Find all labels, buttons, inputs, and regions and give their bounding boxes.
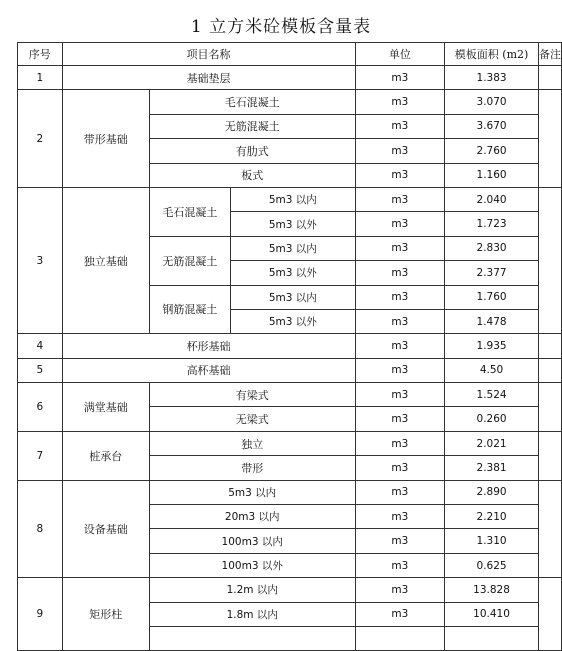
- item-name: 板式: [149, 163, 355, 187]
- row-no: 3: [18, 187, 63, 333]
- row-no: 5: [18, 358, 63, 382]
- item-name: 有梁式: [149, 383, 355, 407]
- category-name: 设备基础: [62, 480, 149, 578]
- header-note: 备注: [539, 43, 562, 66]
- unit-cell: m3: [355, 66, 445, 90]
- table-row: [18, 90, 562, 114]
- area-cell: 2.760: [445, 139, 539, 163]
- subgroup-name: 钢筋混凝土: [149, 285, 230, 334]
- area-cell: 2.830: [445, 236, 539, 260]
- item-name: [149, 626, 355, 650]
- unit-cell: m3: [355, 505, 445, 529]
- header-area: 模板面积 (m2): [445, 43, 539, 66]
- unit-cell: m3: [355, 114, 445, 138]
- item-name: 100m3 以内: [149, 529, 355, 553]
- unit-cell: m3: [355, 602, 445, 626]
- table-row: [18, 334, 562, 358]
- item-name: 杯形基础: [62, 334, 355, 358]
- category-name: 矩形柱: [62, 578, 149, 651]
- table-row: [18, 66, 562, 90]
- item-name: 5m3 以内: [231, 285, 356, 309]
- row-no: 1: [18, 66, 63, 90]
- area-cell: 1.723: [445, 212, 539, 236]
- unit-cell: m3: [355, 285, 445, 309]
- unit-cell: m3: [355, 553, 445, 577]
- unit-cell: m3: [355, 261, 445, 285]
- unit-cell: m3: [355, 358, 445, 382]
- item-name: 基础垫层: [62, 66, 355, 90]
- unit-cell: m3: [355, 431, 445, 455]
- item-name: 高杯基础: [62, 358, 355, 382]
- header-unit: 单位: [355, 43, 445, 66]
- unit-cell: m3: [355, 407, 445, 431]
- category-name: 桩承台: [62, 431, 149, 480]
- unit-cell: m3: [355, 578, 445, 602]
- area-cell: 0.625: [445, 553, 539, 577]
- item-name: 1.8m 以内: [149, 602, 355, 626]
- category-name: 满堂基础: [62, 383, 149, 432]
- item-name: 100m3 以外: [149, 553, 355, 577]
- area-cell: 3.670: [445, 114, 539, 138]
- area-cell: 1.383: [445, 66, 539, 90]
- unit-cell: m3: [355, 90, 445, 114]
- note-cell: [539, 358, 562, 382]
- note-cell: [539, 480, 562, 578]
- item-name: 20m3 以内: [149, 505, 355, 529]
- table-row: [18, 358, 562, 382]
- item-name: 无筋混凝土: [149, 114, 355, 138]
- note-cell: [539, 187, 562, 333]
- area-cell: 2.890: [445, 480, 539, 504]
- area-cell: 2.210: [445, 505, 539, 529]
- unit-cell: m3: [355, 383, 445, 407]
- row-no: 4: [18, 334, 63, 358]
- area-cell: 2.381: [445, 456, 539, 480]
- page-title: 1 立方米砼模板含量表: [190, 17, 372, 37]
- header-no: 序号: [18, 43, 63, 66]
- subgroup-name: 无筋混凝土: [149, 236, 230, 285]
- table-row: [18, 480, 562, 504]
- area-cell: [445, 626, 539, 650]
- item-name: 1.2m 以内: [149, 578, 355, 602]
- unit-cell: m3: [355, 212, 445, 236]
- item-name: 5m3 以外: [231, 261, 356, 285]
- area-cell: 13.828: [445, 578, 539, 602]
- table-row: [18, 383, 562, 407]
- item-name: 毛石混凝土: [149, 90, 355, 114]
- area-cell: 1.524: [445, 383, 539, 407]
- unit-cell: m3: [355, 163, 445, 187]
- unit-cell: m3: [355, 309, 445, 333]
- item-name: 无梁式: [149, 407, 355, 431]
- note-cell: [539, 90, 562, 188]
- unit-cell: m3: [355, 480, 445, 504]
- item-name: 独立: [149, 431, 355, 455]
- note-cell: [539, 66, 562, 90]
- unit-cell: m3: [355, 529, 445, 553]
- area-cell: 10.410: [445, 602, 539, 626]
- area-cell: 2.377: [445, 261, 539, 285]
- item-name: 5m3 以内: [231, 236, 356, 260]
- category-name: 独立基础: [62, 187, 149, 333]
- unit-cell: m3: [355, 456, 445, 480]
- area-cell: 3.070: [445, 90, 539, 114]
- table-row: [18, 431, 562, 455]
- note-cell: [539, 431, 562, 480]
- formwork-table: [17, 42, 562, 651]
- area-cell: 0.260: [445, 407, 539, 431]
- row-no: 6: [18, 383, 63, 432]
- area-cell: 1.935: [445, 334, 539, 358]
- unit-cell: m3: [355, 187, 445, 211]
- area-cell: 1.310: [445, 529, 539, 553]
- table-row: [18, 578, 562, 602]
- item-name: 5m3 以外: [231, 212, 356, 236]
- table-header-row: [18, 43, 562, 66]
- item-name: 5m3 以内: [149, 480, 355, 504]
- item-name: 带形: [149, 456, 355, 480]
- note-cell: [539, 383, 562, 432]
- item-name: 有肋式: [149, 139, 355, 163]
- area-cell: 2.021: [445, 431, 539, 455]
- unit-cell: m3: [355, 139, 445, 163]
- table-row: [18, 187, 562, 211]
- unit-cell: m3: [355, 236, 445, 260]
- area-cell: 1.160: [445, 163, 539, 187]
- area-cell: 4.50: [445, 358, 539, 382]
- header-item: 项目名称: [62, 43, 355, 66]
- area-cell: 2.040: [445, 187, 539, 211]
- subgroup-name: 毛石混凝土: [149, 187, 230, 236]
- unit-cell: m3: [355, 334, 445, 358]
- row-no: 9: [18, 578, 63, 651]
- note-cell: [539, 578, 562, 651]
- item-name: 5m3 以外: [231, 309, 356, 333]
- row-no: 7: [18, 431, 63, 480]
- area-cell: 1.760: [445, 285, 539, 309]
- category-name: 带形基础: [62, 90, 149, 188]
- area-cell: 1.478: [445, 309, 539, 333]
- item-name: 5m3 以内: [231, 187, 356, 211]
- note-cell: [539, 334, 562, 358]
- row-no: 2: [18, 90, 63, 188]
- unit-cell: [355, 626, 445, 650]
- row-no: 8: [18, 480, 63, 578]
